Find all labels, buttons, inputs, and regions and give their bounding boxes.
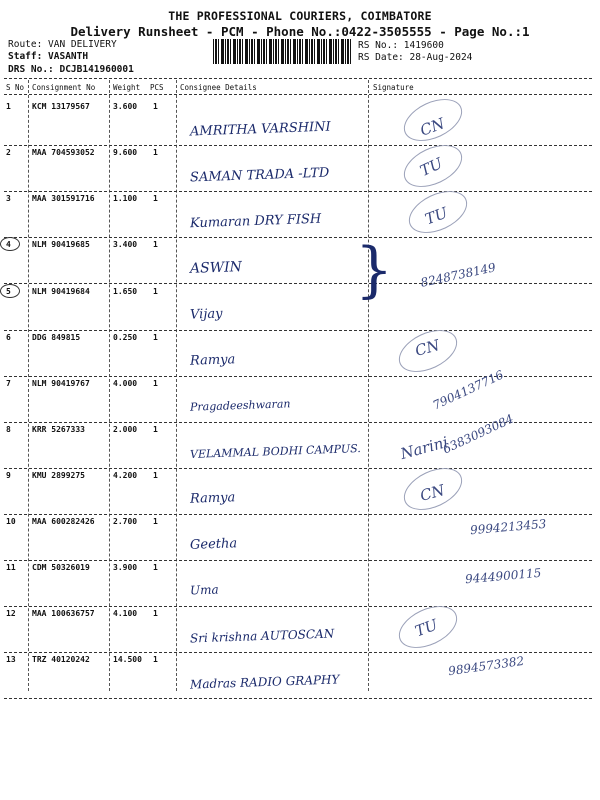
row-pcs: 1 (153, 287, 158, 296)
row-pcs: 1 (153, 240, 158, 249)
row-pcs: 1 (153, 609, 158, 618)
table-top-rule (4, 78, 592, 79)
row-rule (4, 652, 592, 653)
row-sno: 10 (6, 517, 16, 526)
row-pcs: 1 (153, 655, 158, 664)
signature-mark: CN (418, 481, 447, 505)
col-signature: Signature (373, 83, 414, 92)
consignee-name: Geetha (189, 536, 238, 553)
row-weight: 14.500 (113, 655, 142, 664)
row-weight: 3.600 (113, 102, 138, 111)
consignee-name: Madras RADIO GRAPHY (189, 672, 340, 692)
row-pcs: 1 (153, 425, 158, 434)
row-weight: 4.100 (113, 609, 138, 618)
row-consignment-no: NLM 90419684 (32, 287, 90, 296)
row-weight: 3.900 (113, 563, 138, 572)
consignee-name: SAMAN TRADA -LTD (189, 165, 330, 186)
company-title: THE PROFESSIONAL COURIERS, COIMBATORE (168, 9, 432, 23)
row-pcs: 1 (153, 102, 158, 111)
column-divider (368, 80, 369, 691)
rs-number: RS No.: 1419600 (358, 40, 444, 51)
signature-mark: TU (417, 154, 446, 180)
row-rule (4, 560, 592, 561)
route-label: Route: VAN DELIVERY (8, 39, 117, 50)
runsheet-subtitle: Delivery Runsheet - PCM - Phone No.:0422-3505555 - Page No.:1 (70, 24, 530, 39)
row-consignment-no: NLM 90419685 (32, 240, 90, 249)
consignee-name: Kumaran DRY FISH (189, 211, 322, 232)
row-consignment-no: KRR 5267333 (32, 425, 85, 434)
signature-mark: CN (413, 336, 442, 360)
consignee-name: ASWIN (189, 259, 243, 277)
row-weight: 4.000 (113, 379, 138, 388)
row-rule (4, 237, 592, 238)
row-sno: 13 (6, 655, 16, 664)
row-pcs: 1 (153, 471, 158, 480)
signature-phone: 9994213453 (469, 516, 547, 538)
row-consignment-no: MAA 704593052 (32, 148, 95, 157)
row-consignment-no: KMU 2899275 (32, 471, 85, 480)
col-sno: S No (6, 83, 25, 92)
row-pcs: 1 (153, 563, 158, 572)
circled-row-number (0, 284, 20, 298)
row-weight: 2.700 (113, 517, 138, 526)
signature-phone: 6383093084 (440, 411, 516, 457)
signature-mark: CN (417, 114, 447, 140)
signature-mark: TU (412, 615, 441, 641)
row-weight: 4.200 (113, 471, 138, 480)
header-rule (4, 94, 592, 95)
row-weight: 9.600 (113, 148, 138, 157)
barcode-image (213, 39, 353, 64)
column-divider (109, 80, 110, 691)
row-consignment-no: DDG 849815 (32, 333, 81, 342)
row-consignment-no: CDM 50326019 (32, 563, 90, 572)
row-sno: 12 (6, 609, 16, 618)
row-sno: 11 (6, 563, 16, 572)
circled-row-number (0, 237, 20, 251)
row-consignment-no: MAA 100636757 (32, 609, 95, 618)
consignee-name: Uma (189, 582, 219, 598)
row-weight: 1.650 (113, 287, 138, 296)
row-weight: 2.000 (113, 425, 138, 434)
row-rule (4, 514, 592, 515)
row-rule (4, 283, 592, 284)
signature-mark: TU (422, 203, 451, 229)
row-consignment-no: MAA 301591716 (32, 194, 95, 203)
row-sno: 9 (6, 471, 11, 480)
col-pcs: PCS (150, 83, 164, 92)
row-rule (4, 468, 592, 469)
row-pcs: 1 (153, 379, 158, 388)
row-pcs: 1 (153, 517, 158, 526)
consignee-name: Pragadeeshwaran (189, 397, 291, 414)
drs-number: DRS No.: DCJB141960001 (8, 64, 134, 75)
consignee-name: AMRITHA VARSHINI (189, 119, 331, 140)
row-pcs: 1 (153, 194, 158, 203)
row-weight: 0.250 (113, 333, 138, 342)
signature-phone: 9894573382 (447, 653, 525, 679)
grouping-brace: } (355, 235, 394, 305)
row-weight: 1.100 (113, 194, 138, 203)
staff-label: Staff: VASANTH (8, 51, 89, 62)
row-rule (4, 606, 592, 607)
column-divider (176, 80, 177, 691)
row-pcs: 1 (153, 148, 158, 157)
consignee-name: Vijay (189, 306, 223, 323)
row-sno: 1 (6, 102, 11, 111)
signature-mark: Narini (398, 433, 451, 463)
signature-phone: 8248738149 (419, 260, 497, 290)
consignee-name: VELAMMAL BODHI CAMPUS. (189, 442, 361, 461)
row-rule (4, 330, 592, 331)
row-consignment-no: NLM 90419767 (32, 379, 90, 388)
col-consignment: Consignment No (32, 83, 96, 92)
signature-scribble (397, 91, 468, 150)
column-divider (28, 80, 29, 691)
col-consignee: Consignee Details (180, 83, 257, 92)
row-sno: 5 (6, 287, 11, 296)
row-sno: 6 (6, 333, 11, 342)
consignee-name: Ramya (189, 490, 236, 507)
row-sno: 3 (6, 194, 11, 203)
row-consignment-no: KCM 13179567 (32, 102, 90, 111)
rs-date: RS Date: 28-Aug-2024 (358, 52, 473, 63)
row-sno: 2 (6, 148, 11, 157)
row-rule (4, 698, 592, 699)
row-consignment-no: TRZ 40120242 (32, 655, 90, 664)
row-pcs: 1 (153, 333, 158, 342)
signature-phone: 7904137716 (430, 367, 506, 413)
signature-phone: 9444900115 (464, 565, 542, 587)
row-rule (4, 191, 592, 192)
row-weight: 3.400 (113, 240, 138, 249)
row-consignment-no: MAA 600282426 (32, 517, 95, 526)
row-sno: 8 (6, 425, 11, 434)
row-rule (4, 145, 592, 146)
consignee-name: Sri krishna AUTOSCAN (189, 626, 335, 646)
row-sno: 7 (6, 379, 11, 388)
col-weight: Weight (113, 83, 141, 92)
consignee-name: Ramya (189, 352, 236, 369)
row-sno: 4 (6, 240, 11, 249)
